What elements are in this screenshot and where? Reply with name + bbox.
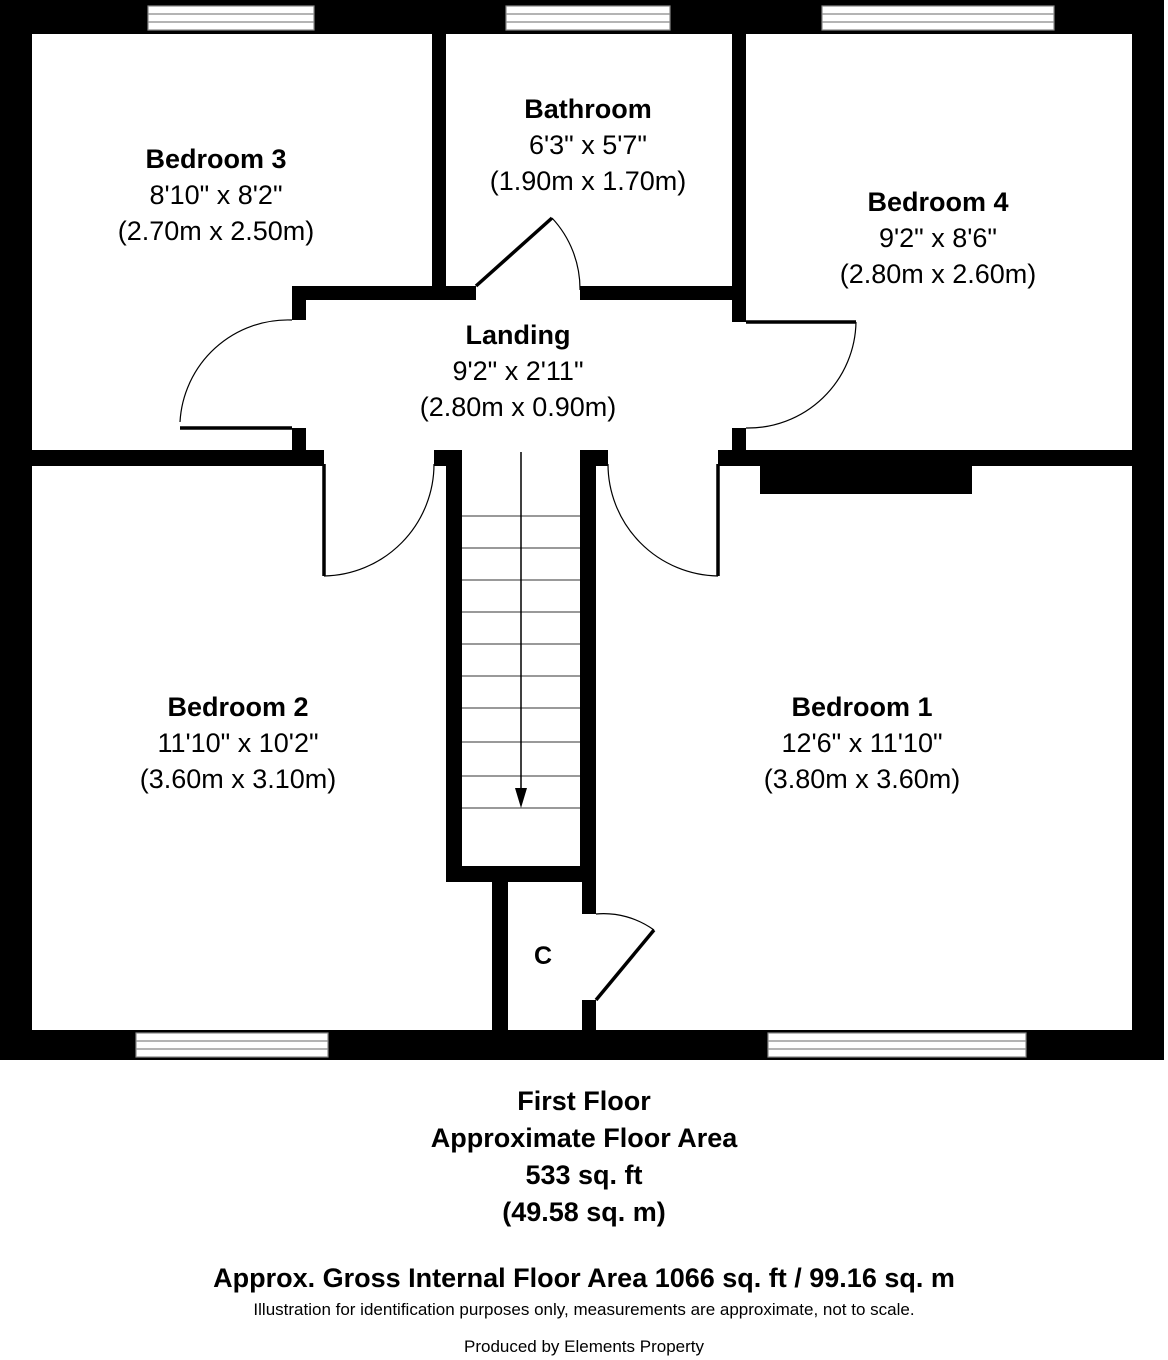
cupboard-wall-left — [492, 866, 508, 1032]
door-bedroom3 — [180, 320, 292, 428]
room-name: C — [533, 942, 553, 970]
door-bathroom — [476, 218, 580, 290]
window-bathroom — [506, 6, 670, 30]
gross-area: Approx. Gross Internal Floor Area 1066 sq. ft / 99.16 sq. m — [213, 1263, 955, 1293]
stair-wall-right-stub — [596, 450, 608, 466]
window-bedroom2 — [136, 1033, 328, 1057]
wall-landing-top-right — [580, 286, 746, 300]
credit: Produced by Elements Property — [463, 1337, 704, 1356]
room-dimensions-imperial: 8'10" x 8'2" — [149, 180, 283, 210]
floor-area-sqft: 533 sq. ft — [525, 1160, 643, 1190]
door-bedroom2 — [324, 464, 434, 576]
room-dimensions-imperial: 9'2" x 8'6" — [878, 223, 998, 253]
room-dimensions-metric: (3.60m x 3.10m) — [139, 764, 337, 794]
room-name: Bedroom 4 — [867, 187, 1009, 217]
wall-landing-left-upper — [292, 286, 306, 320]
room-dimensions-imperial: 11'10" x 10'2" — [157, 728, 319, 758]
cupboard-wall-right-upper — [582, 866, 596, 914]
room-bedroom-4 — [788, 189, 1088, 288]
room-name: Bedroom 3 — [145, 144, 287, 174]
chimney-breast — [760, 450, 972, 494]
room-dimensions-metric: (3.80m x 3.60m) — [763, 764, 961, 794]
room-name: Bedroom 2 — [167, 692, 309, 722]
floor-name: First Floor — [517, 1086, 651, 1116]
room-name: Bedroom 1 — [791, 692, 933, 722]
window-bedroom4 — [822, 6, 1054, 30]
wall-bed3-bed2 — [30, 450, 322, 466]
room-name: Landing — [465, 320, 571, 350]
room-bathroom — [438, 96, 738, 195]
outer-wall-left — [0, 0, 32, 1060]
room-landing — [368, 322, 668, 421]
floor-area-sqm: (49.58 sq. m) — [502, 1197, 666, 1227]
floor-summary — [0, 1083, 1168, 1231]
room-name: Bathroom — [524, 94, 652, 124]
room-bedroom-1 — [712, 694, 1012, 793]
room-dimensions-metric: (2.80m x 0.90m) — [419, 392, 617, 422]
room-dimensions-metric: (2.80m x 2.60m) — [839, 259, 1037, 289]
window-bedroom1 — [768, 1033, 1026, 1057]
room-dimensions-imperial: 12'6" x 11'10" — [781, 728, 943, 758]
stair-wall-right — [580, 450, 596, 882]
cupboard-wall-right-lower — [582, 1000, 596, 1032]
door-cupboard — [596, 914, 654, 1000]
door-bedroom4 — [746, 322, 856, 428]
window-bedroom3 — [148, 6, 314, 30]
floor-area-heading: Approximate Floor Area — [430, 1123, 738, 1153]
staircase — [462, 452, 580, 808]
stair-wall-bottom — [446, 866, 596, 882]
disclaimer: Illustration for identification purposes only, measurements are approximate, not to scale. — [253, 1300, 915, 1319]
stair-direction-arrow — [515, 788, 527, 808]
room-dimensions-metric: (1.90m x 1.70m) — [489, 166, 687, 196]
wall-bed2-landing-stub-2 — [434, 450, 446, 466]
outer-wall-right — [1132, 0, 1164, 1060]
stair-wall-left — [446, 450, 462, 882]
wall-landing-top-left — [292, 286, 476, 300]
room-dimensions-imperial: 6'3" x 5'7" — [528, 130, 648, 160]
room-dimensions-metric: (2.70m x 2.50m) — [117, 216, 315, 246]
room-bedroom-3 — [66, 146, 366, 245]
room-bedroom-2 — [88, 694, 388, 793]
door-bedroom1 — [608, 464, 718, 576]
wall-bed2-landing-stub — [306, 450, 324, 466]
room-dimensions-imperial: 9'2" x 2'11" — [452, 356, 584, 386]
room-cupboard — [522, 944, 564, 969]
